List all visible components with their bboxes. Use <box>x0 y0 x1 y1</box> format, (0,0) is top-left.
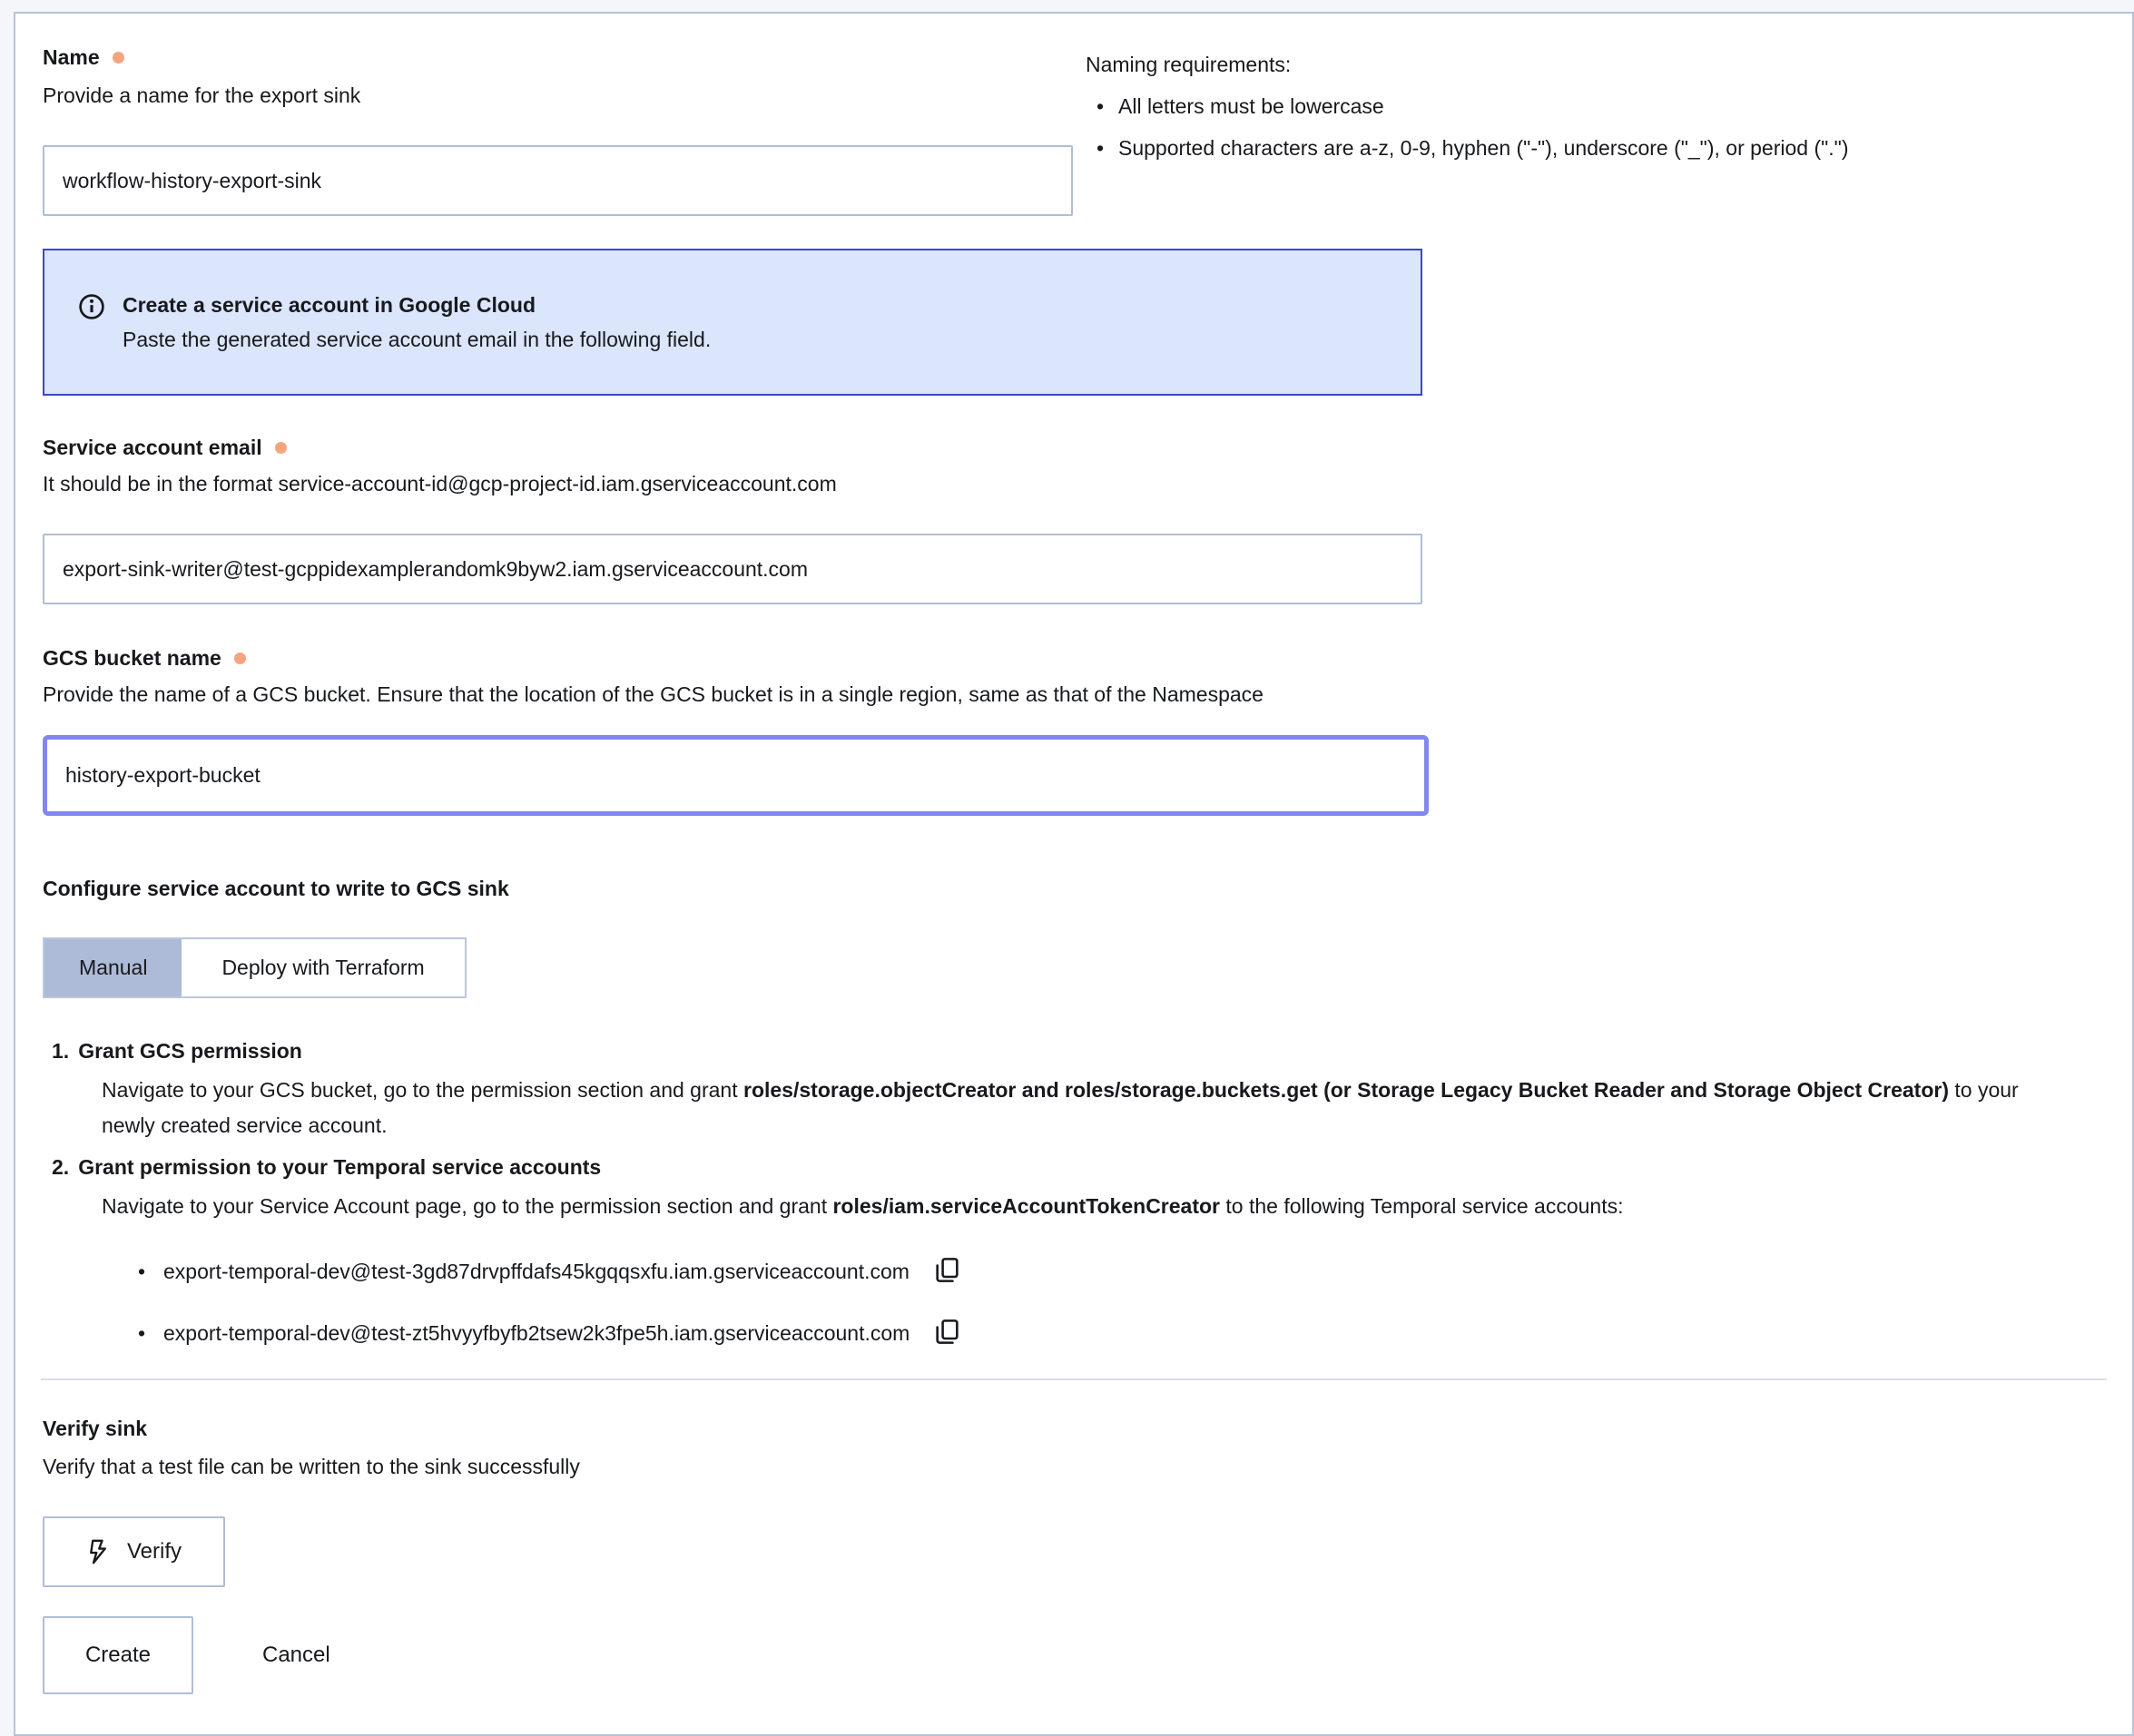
manual-steps <box>43 1036 2105 1353</box>
name-row <box>43 44 2105 216</box>
section-divider <box>41 1378 2107 1380</box>
step-title: 1. Grant GCS permission <box>52 1039 302 1063</box>
configure-section-title: Configure service account to write to GCS sink <box>43 877 509 900</box>
bucket-description: Provide the name of a GCS bucket. Ensure that the location of the GCS bucket is in a single region, same as that of the Namespace <box>43 682 1264 706</box>
verify-button-label: Verify <box>127 1539 182 1564</box>
create-button[interactable]: Create <box>43 1616 193 1694</box>
verify-sink-description: Verify that a test file can be written to the sink successfully <box>43 1455 580 1478</box>
step-title: 2. Grant permission to your Temporal service accounts <box>52 1155 602 1179</box>
info-callout-body: Paste the generated service account email in the following field. <box>123 328 712 351</box>
naming-requirements <box>1086 44 2105 162</box>
info-callout-text <box>123 290 711 354</box>
gcs-bucket-name-input[interactable] <box>43 735 1429 816</box>
required-dot <box>275 442 287 454</box>
service-account-label-row <box>43 434 2105 461</box>
cancel-button[interactable]: Cancel <box>257 1616 336 1694</box>
name-field-description: Provide a name for the export sink <box>43 83 361 107</box>
service-account-email-input[interactable] <box>43 534 1422 604</box>
form-actions <box>43 1616 2105 1694</box>
service-account-email: • export-temporal-dev@test-3gd87drvpffdafs45kgqqsxfu.iam.gserviceaccount.com <box>163 1260 910 1283</box>
lightning-icon <box>86 1538 111 1565</box>
name-field-label-row <box>43 44 1073 71</box>
step-body <box>102 1073 2067 1143</box>
service-account-email: • export-temporal-dev@test-zt5hvyyfbyfb2tsew2k3fpe5h.iam.gserviceaccount.com <box>163 1321 910 1345</box>
info-icon <box>77 292 106 321</box>
verify-sink-title: Verify sink <box>43 1417 148 1440</box>
step-body-roles: roles/storage.objectCreator and roles/storage.buckets.get (or Storage Legacy Bucket Reader and Storage Object Creator) <box>743 1078 1949 1102</box>
copy-icon <box>933 1318 961 1349</box>
required-dot <box>234 652 246 664</box>
step-number: 1. <box>52 1039 70 1063</box>
temporal-service-account-list <box>43 1251 2105 1353</box>
naming-requirement-item: • Supported characters are a-z, 0-9, hyphen ("-"), underscore ("_"), or period (".") <box>1091 134 2105 162</box>
naming-requirement-item: • All letters must be lowercase <box>1091 93 2105 120</box>
name-field-label: Name <box>43 45 100 69</box>
step-body <box>102 1189 2067 1224</box>
tab-deploy-terraform[interactable]: Deploy with Terraform <box>182 939 464 996</box>
export-sink-form-card <box>14 12 2134 1736</box>
service-account-label: Service account email <box>43 436 262 459</box>
sink-name-input[interactable] <box>43 145 1073 216</box>
bucket-label-row <box>43 644 2105 672</box>
info-callout <box>43 249 1422 396</box>
copy-button[interactable] <box>933 1256 961 1287</box>
configure-tab-group <box>43 937 467 998</box>
step-grant-temporal-permission <box>43 1152 2105 1353</box>
step-body-roles: roles/iam.serviceAccountTokenCreator <box>832 1194 1220 1218</box>
naming-requirements-list <box>1086 93 2105 162</box>
name-field-group <box>43 44 1073 216</box>
tab-manual[interactable]: Manual <box>44 939 182 996</box>
step-body-text: Navigate to your Service Account page, go to the permission section and grant <box>102 1194 833 1218</box>
naming-requirements-title: Naming requirements: <box>1086 53 1292 76</box>
service-account-item <box>138 1313 2105 1353</box>
copy-button[interactable] <box>933 1318 961 1349</box>
service-account-description: It should be in the format service-account-id@gcp-project-id.iam.gserviceaccount.com <box>43 472 837 495</box>
step-grant-gcs-permission <box>43 1036 2105 1143</box>
step-body-text: to the following Temporal service accounts: <box>1220 1194 1624 1218</box>
step-body-text: to your newly created service account. <box>102 1078 2019 1137</box>
step-number: 2. <box>52 1155 70 1179</box>
service-account-item <box>138 1251 2105 1291</box>
verify-button[interactable] <box>43 1516 225 1587</box>
copy-icon <box>933 1256 961 1287</box>
info-callout-title: Create a service account in Google Cloud <box>123 293 536 317</box>
step-body-text: Navigate to your GCS bucket, go to the permission section and grant <box>102 1078 743 1102</box>
required-dot <box>113 52 124 64</box>
bucket-label: GCS bucket name <box>43 646 221 670</box>
